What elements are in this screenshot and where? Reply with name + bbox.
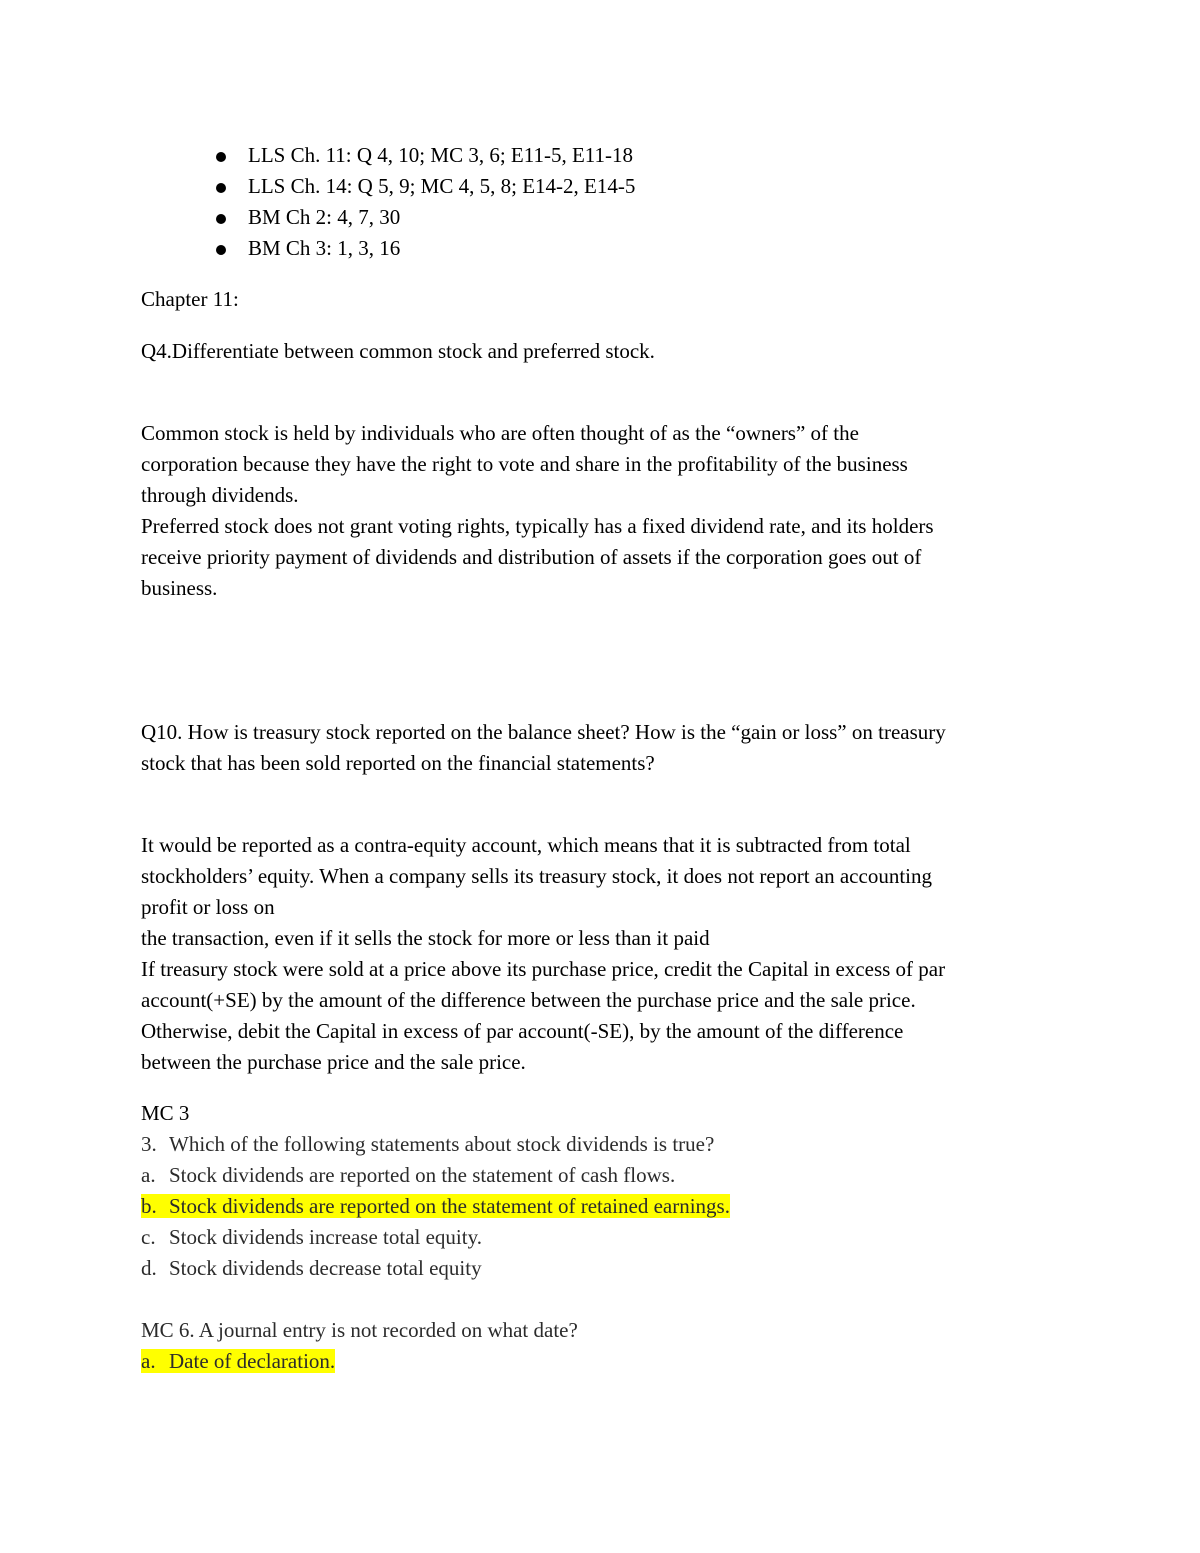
bullet-icon: [216, 152, 226, 162]
chapter-heading: Chapter 11:: [141, 287, 239, 311]
answer-line: between the purchase price and the sale price.: [141, 1050, 526, 1074]
mc3-option-d: d. Stock dividends decrease total equity: [141, 1256, 482, 1280]
mc3-option-c: c. Stock dividends increase total equity.: [141, 1225, 482, 1249]
mc6-question: MC 6. A journal entry is not recorded on what date?: [141, 1318, 578, 1342]
list-item: BM Ch 3: 1, 3, 16: [141, 233, 1061, 264]
answer-line: account(+SE) by the amount of the difference between the purchase price and the sale price.: [141, 988, 916, 1012]
answer-line: through dividends.: [141, 483, 299, 507]
bullet-icon: [216, 214, 226, 224]
answer-line: stockholders’ equity. When a company sells its treasury stock, it does not report an accounting: [141, 864, 932, 888]
answer-line: If treasury stock were sold at a price above its purchase price, credit the Capital in excess of par: [141, 957, 946, 981]
answer-line: business.: [141, 576, 218, 600]
mc3-heading: MC 3: [141, 1101, 190, 1125]
answer-line: Preferred stock does not grant voting rights, typically has a fixed dividend rate, and its holders: [141, 514, 934, 538]
mc3-option-a: a. Stock dividends are reported on the statement of cash flows.: [141, 1163, 676, 1187]
q4-question: Q4.Differentiate between common stock and preferred stock.: [141, 339, 655, 363]
answer-line: It would be reported as a contra-equity account, which means that it is subtracted from total: [141, 833, 911, 857]
answer-line: corporation because they have the right to vote and share in the profitability of the business: [141, 452, 908, 476]
mc3-section: [141, 1098, 1061, 1284]
highlighted-answer: b. Stock dividends are reported on the statement of retained earnings.: [141, 1194, 730, 1218]
list-item: LLS Ch. 14: Q 5, 9; MC 4, 5, 8; E14-2, E14-5: [141, 171, 1061, 202]
q10-answer: [141, 830, 1061, 1078]
answer-line: receive priority payment of dividends and distribution of assets if the corporation goes out of: [141, 545, 922, 569]
mc3-option-b: [141, 1191, 1061, 1222]
mc3-question: 3. Which of the following statements about stock dividends is true?: [141, 1132, 715, 1156]
question-line: stock that has been sold reported on the financial statements?: [141, 751, 655, 775]
document-content: [141, 140, 1061, 1377]
highlighted-answer: a. Date of declaration.: [141, 1349, 336, 1373]
answer-line: Common stock is held by individuals who are often thought of as the “owners” of the: [141, 421, 859, 445]
list-item: BM Ch 2: 4, 7, 30: [141, 202, 1061, 233]
bullet-icon: [216, 245, 226, 255]
q10-question: [141, 717, 1061, 779]
answer-line: profit or loss on: [141, 895, 275, 919]
answer-line: Otherwise, debit the Capital in excess of par account(-SE), by the amount of the difference: [141, 1019, 904, 1043]
question-line: Q10. How is treasury stock reported on the balance sheet? How is the “gain or loss” on treasury: [141, 720, 946, 744]
answer-line: the transaction, even if it sells the stock for more or less than it paid: [141, 926, 710, 950]
mc6-answer: [141, 1346, 1061, 1377]
assignment-list: [141, 140, 1061, 264]
mc6-section: [141, 1315, 1061, 1377]
bullet-icon: [216, 183, 226, 193]
list-item: LLS Ch. 11: Q 4, 10; MC 3, 6; E11-5, E11-18: [141, 140, 1061, 171]
q4-answer: [141, 418, 1061, 604]
